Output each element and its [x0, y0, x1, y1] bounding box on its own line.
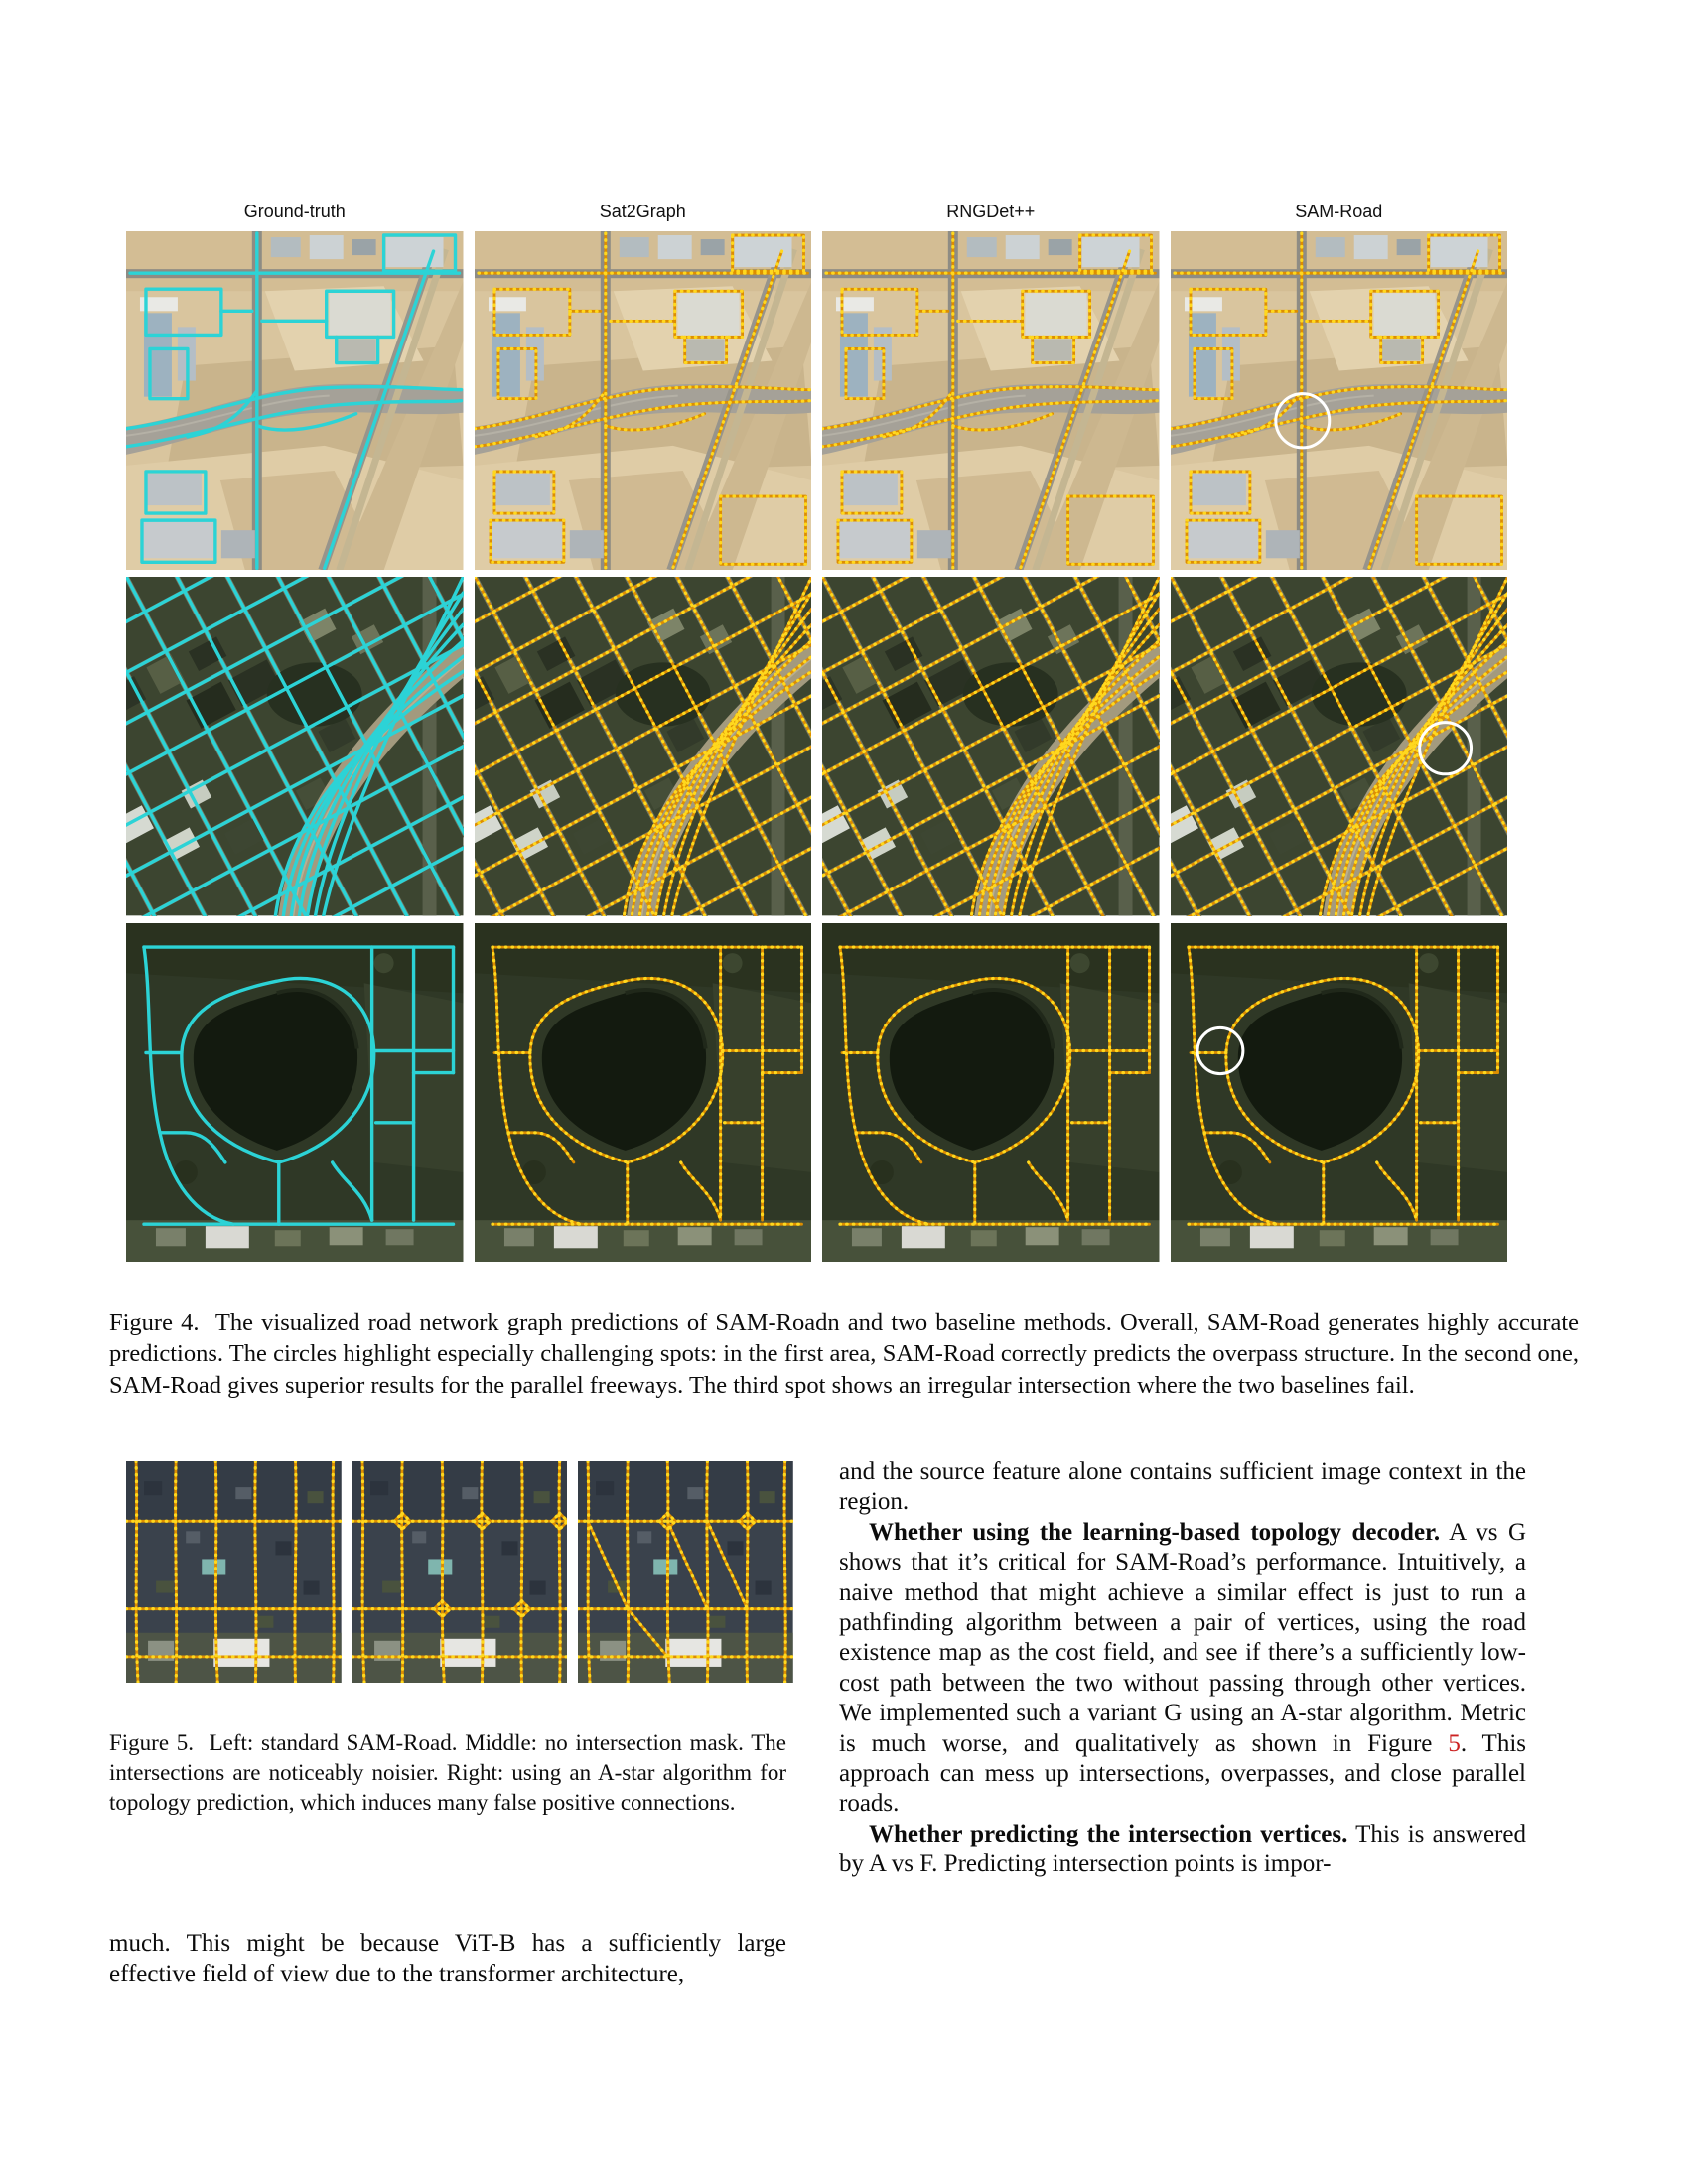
right-paragraph-3: [839, 1820, 1526, 1880]
fig4-image-city-sam-road: [1171, 577, 1508, 915]
fig4-header-sat2graph: Sat2Graph: [599, 202, 686, 221]
fig4-image-city-ground-truth: [126, 577, 464, 915]
fig5-image-standard: [126, 1461, 342, 1683]
right-paragraph-2-tail: . This approach can mess up intersections, overpasses, and close parallel roads.: [839, 1729, 1526, 1818]
fig4-caption: [109, 1307, 1579, 1402]
left-column-paragraph: much. This might be because ViT-B has a sufficiently large effective field of view due to the transformer architecture,: [109, 1930, 786, 1987]
fig4-image-desert-rngdet: [822, 231, 1160, 570]
fig4-caption-label: Figure 4.: [109, 1308, 200, 1336]
fig4-header-sam-road: SAM-Road: [1295, 202, 1383, 221]
fig4-image-city-rngdet: [822, 577, 1160, 915]
right-paragraph-2: [839, 1518, 1526, 1820]
fig4-image-desert-sam-road: [1171, 231, 1508, 570]
fig5-caption-label: Figure 5.: [109, 1730, 195, 1755]
fig4-image-desert-ground-truth: [126, 231, 464, 570]
right-paragraph-1: and the source feature alone contains sufficient image context in the region.: [839, 1458, 1526, 1516]
fig4-image-suburb-sat2graph: [475, 923, 812, 1262]
fig4-image-city-sat2graph: [475, 577, 812, 915]
paragraph-lead-intersection-vertices: Whether predicting the intersection vertices.: [869, 1820, 1348, 1847]
fig4-image-desert-sat2graph: [475, 231, 812, 570]
figure-5-reference-link[interactable]: 5: [1448, 1729, 1461, 1757]
fig4-image-suburb-ground-truth: [126, 923, 464, 1262]
fig4-header-ground-truth: Ground-truth: [243, 202, 346, 221]
fig4-header-rngdet: RNGDet++: [946, 202, 1036, 221]
fig5-caption: [109, 1728, 786, 1818]
fig4-image-grid: [126, 231, 1507, 1262]
fig4-caption-text: The visualized road network graph predictions of SAM-Roadn and two baseline methods. Overall, SAM-Road generates highly accurate predictions. The circles highlight especially challenging spots: in the first area, SAM-Road correctly predicts the overpass structure. In the second one, SAM-Road gives superior results for the parallel freeways. The third spot shows an irregular intersection where the two baselines fail.: [109, 1308, 1580, 1399]
fig5-image-strip: [126, 1461, 793, 1683]
right-column: [839, 1457, 1526, 1880]
fig5-image-astar: [578, 1461, 793, 1683]
fig4-image-suburb-rngdet: [822, 923, 1160, 1262]
paragraph-lead-topology-decoder: Whether using the learning-based topology decoder.: [869, 1518, 1441, 1546]
fig5-caption-text: Left: standard SAM-Road. Middle: no intersection mask. The intersections are noticeably noisier. Right: using an A-star algorithm for topology prediction, which induces many false positive connections.: [109, 1730, 786, 1815]
fig5-image-no-intersection-mask: [352, 1461, 568, 1683]
right-paragraph-2-text: A vs G shows that it’s critical for SAM-Road’s performance. Intuitively, a naive method that might achieve a similar effect is just to run a pathfinding algorithm between a pair of vertices, using the road existence map as the cost field, and see if there’s a sufficiently low-cost path between the two without passing through other vertices. We implemented such a variant G using an A-star algorithm. Metric is much worse, and qualitatively as shown in Figure: [839, 1518, 1526, 1757]
right-paragraph-3-text: This is answered by A vs F. Predicting intersection points is impor-: [839, 1820, 1526, 1878]
fig4-image-suburb-sam-road: [1171, 923, 1508, 1262]
fig4-column-headers: [126, 202, 1507, 222]
